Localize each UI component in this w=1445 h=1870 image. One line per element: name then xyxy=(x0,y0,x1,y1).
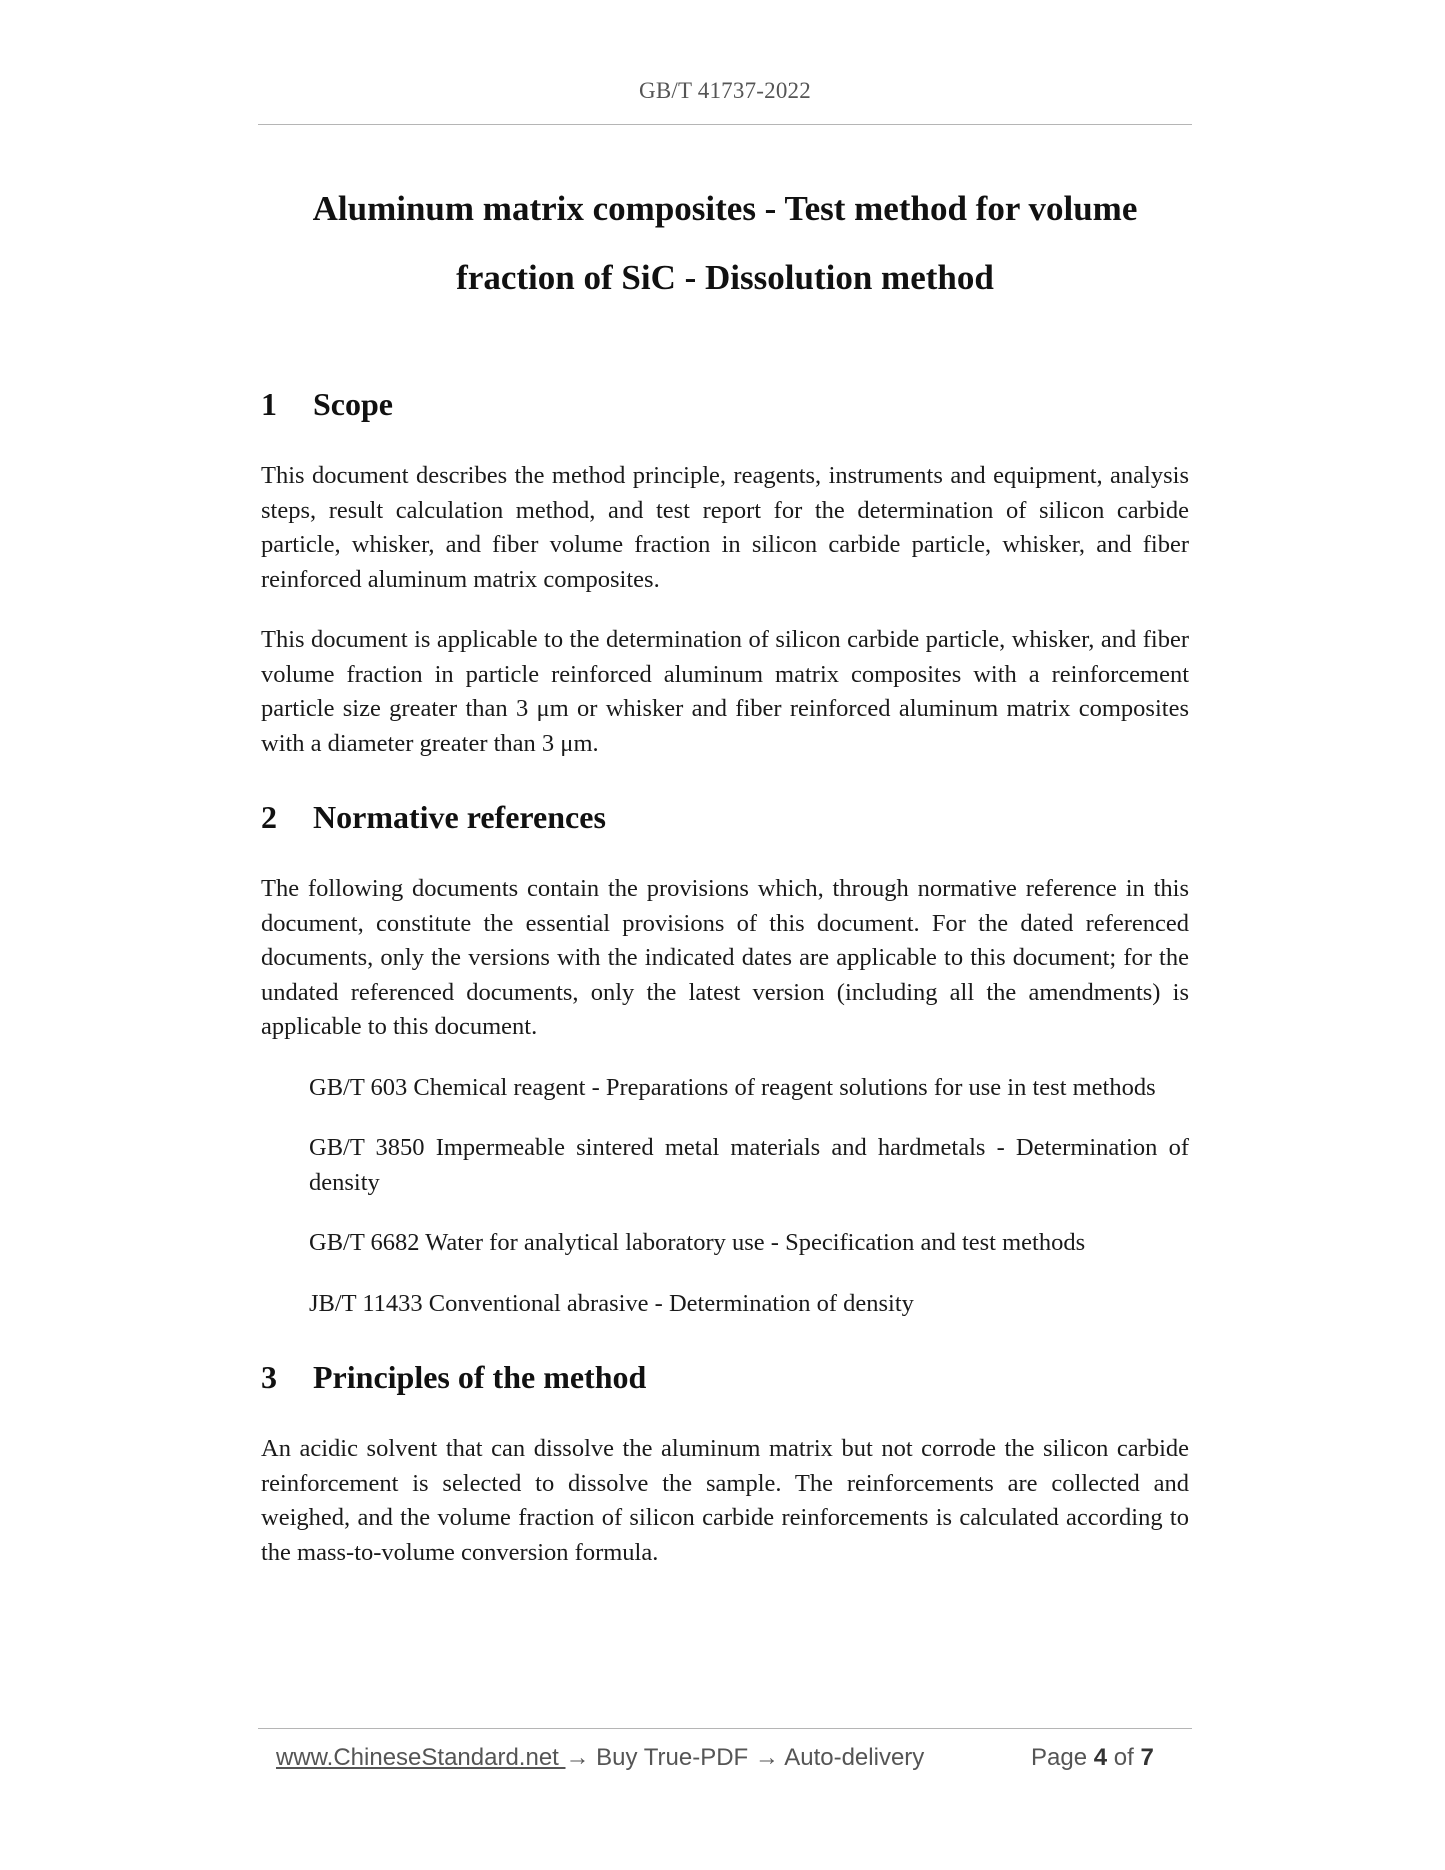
footer-divider xyxy=(258,1728,1192,1729)
buy-true-pdf-text: Buy True-PDF xyxy=(589,1744,755,1771)
header-divider xyxy=(258,124,1192,125)
arrow-right-icon: → xyxy=(754,1744,779,1771)
title-line-1: Aluminum matrix composites - Test method for volume xyxy=(312,189,1138,228)
reference-item-gbt-3850: GB/T 3850 Impermeable sintered metal materials and hardmetals - Determination of density xyxy=(309,1134,1189,1196)
title-line-2: fraction of SiC - Dissolution method xyxy=(456,258,994,297)
section-number: 1 xyxy=(261,386,277,422)
total-page-count: 7 xyxy=(1140,1744,1154,1771)
document-number-header: GB/T 41737-2022 xyxy=(639,78,811,103)
section-heading-scope xyxy=(261,384,1189,424)
current-page-number: 4 xyxy=(1093,1744,1108,1771)
reference-item-gbt-6682: GB/T 6682 Water for analytical laboratory use - Specification and test methods xyxy=(309,1229,1086,1256)
normative-references-paragraph: The following documents contain the provisions which, through normative reference in this document, constitute the essential provisions of this document. For the dated referenced documents, only the versions with the indicated dates are applicable to this document; for the undated referenced documents, only the latest version (including all the amendments) is applicable to this document. xyxy=(261,875,1189,1040)
section-title: Principles of the method xyxy=(313,1359,647,1395)
page-indicator xyxy=(1031,1744,1154,1772)
section-title: Normative references xyxy=(313,799,606,835)
section-number: 2 xyxy=(261,799,277,835)
page-of-label: of xyxy=(1113,1744,1134,1771)
scope-paragraph-2: This document is applicable to the determination of silicon carbide particle, whisker, and fiber volume fraction in particle reinforced aluminum matrix composites with a reinforcement particle size greater than 3 μm or whisker and fiber reinforced aluminum matrix composites with a diameter greater than 3 μm. xyxy=(261,626,1189,757)
document-body xyxy=(261,384,1189,1570)
reference-item-gbt-603: GB/T 603 Chemical reagent - Preparations of reagent solutions for use in test methods xyxy=(309,1073,1156,1101)
scope-paragraph-1: This document describes the method principle, reagents, instruments and equipment, analysis steps, result calculation method, and test report for the determination of silicon carbide particle, whisker, and fiber volume fraction in silicon carbide particle, whisker, and fiber reinforced aluminum matrix composites. xyxy=(261,462,1189,593)
auto-delivery-text: Auto-delivery xyxy=(778,1744,925,1771)
page-footer xyxy=(276,1744,1176,1774)
page-label: Page xyxy=(1031,1744,1088,1771)
section-heading-principles xyxy=(261,1357,1189,1397)
site-link[interactable]: www.ChineseStandard.net xyxy=(276,1744,566,1771)
principles-paragraph: An acidic solvent that can dissolve the aluminum matrix but not corrode the silicon carbide reinforcement is selected to dissolve the sample. The reinforcements are collected and weighed, and the volume fraction of silicon carbide reinforcements is calculated according to the mass-to-volume conversion formula. xyxy=(261,1435,1189,1566)
reference-item-jbt-11433: JB/T 11433 Conventional abrasive - Determination of density xyxy=(309,1289,914,1317)
section-title: Scope xyxy=(313,386,393,422)
document-title xyxy=(258,174,1192,312)
section-number: 3 xyxy=(261,1359,277,1395)
arrow-right-icon: → xyxy=(565,1744,590,1771)
footer-promo xyxy=(276,1744,924,1772)
section-heading-normative-references xyxy=(261,797,1189,837)
